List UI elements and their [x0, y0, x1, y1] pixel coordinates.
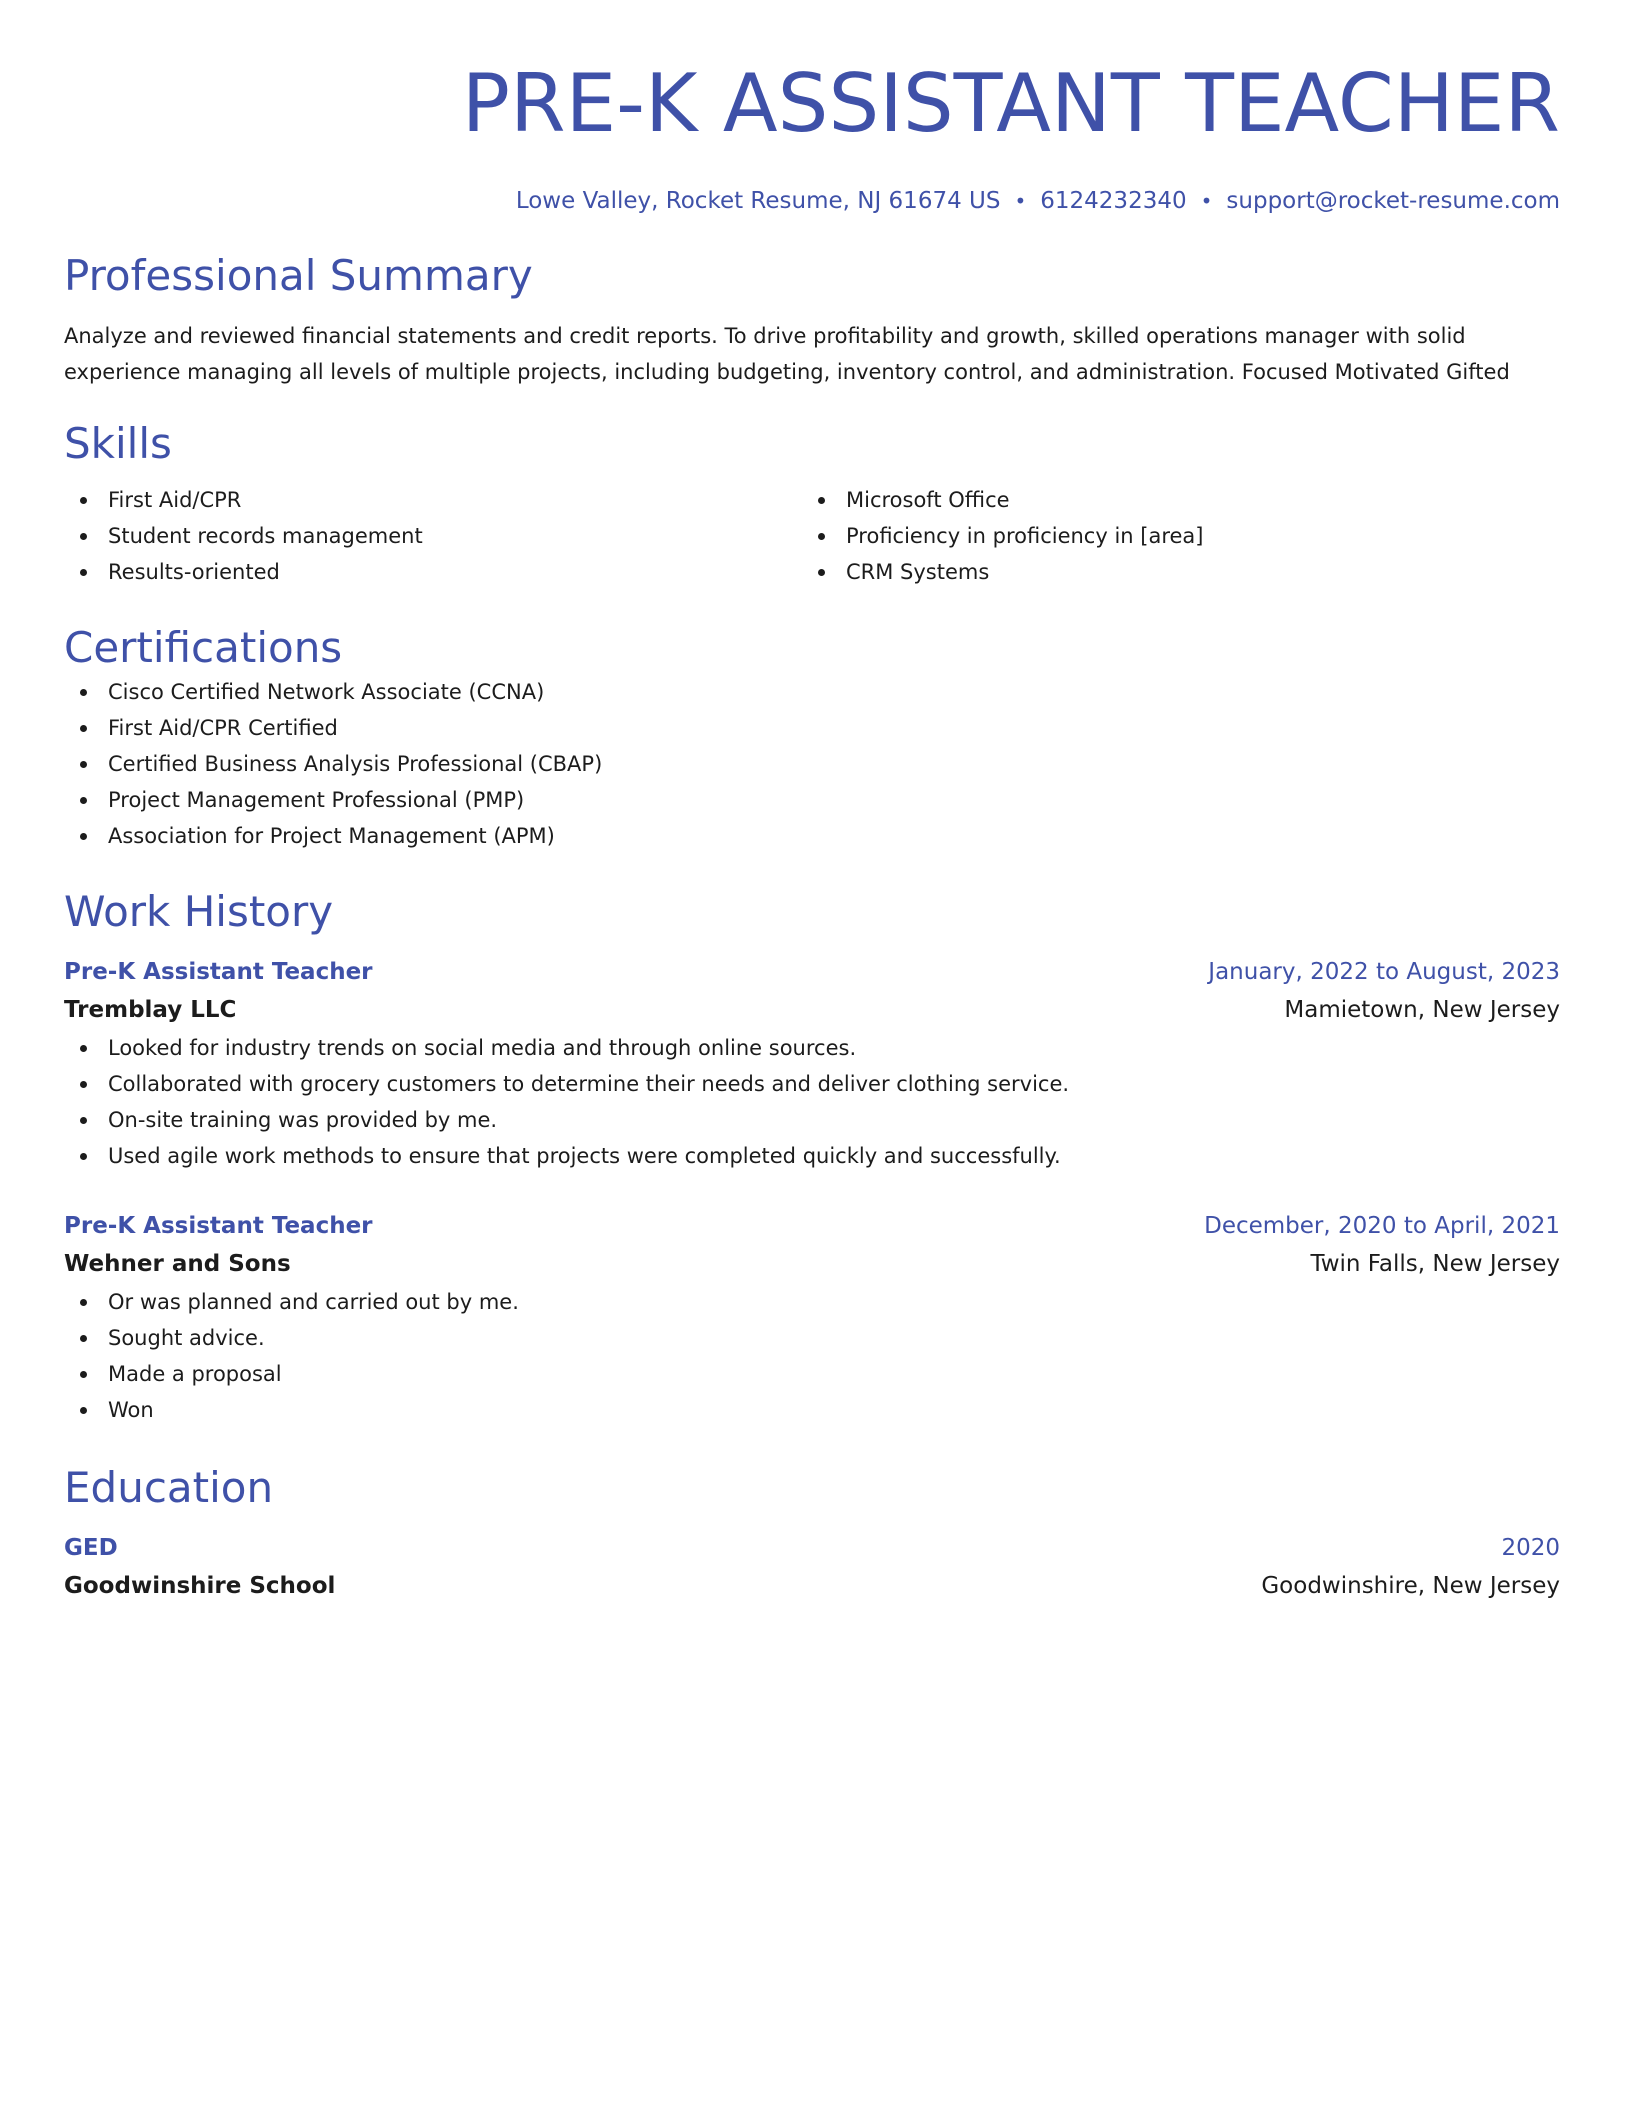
certification-item: Project Management Professional (PMP)	[64, 782, 1560, 818]
job-bullets	[64, 1030, 1560, 1174]
job-company: Wehner and Sons	[64, 1251, 291, 1277]
skills-heading: Skills	[64, 419, 172, 468]
job-bullet: On-site training was provided by me.	[64, 1102, 1560, 1138]
education-degree: GED	[64, 1535, 118, 1561]
skill-item: Results-oriented	[64, 554, 802, 590]
contact-separator: •	[1014, 189, 1027, 213]
job-dates: December, 2020 to April, 2021	[1204, 1213, 1560, 1239]
education-year: 2020	[1501, 1535, 1560, 1561]
job-dates: January, 2022 to August, 2023	[1208, 959, 1560, 985]
job-company-row	[64, 990, 1560, 1030]
job-bullet: Looked for industry trends on social media and through online sources.	[64, 1030, 1560, 1066]
job-bullet: Collaborated with grocery customers to determine their needs and deliver clothing service.	[64, 1066, 1560, 1102]
education-degree-row	[64, 1530, 1560, 1566]
job-bullet: Sought advice.	[64, 1320, 1560, 1356]
job-title-row	[64, 1208, 1560, 1244]
skills-list-left	[64, 482, 802, 590]
job-title: Pre-K Assistant Teacher	[64, 1213, 373, 1239]
job-bullet: Used agile work methods to ensure that projects were completed quickly and successfully.	[64, 1138, 1560, 1174]
job-company-row	[64, 1244, 1560, 1284]
certification-item: Cisco Certified Network Associate (CCNA)	[64, 674, 1560, 710]
skill-item: CRM Systems	[802, 554, 1540, 590]
job-bullet: Won	[64, 1392, 1560, 1428]
job-entry	[64, 1208, 1560, 1428]
education-school: Goodwinshire School	[64, 1573, 336, 1599]
summary-text: Analyze and reviewed financial statements and credit reports. To drive profitability and growth, skilled operations manager with solid experience managing all levels of multiple projects, including budgeting, inventory control, and administration. Focused Motivated Gifted	[64, 324, 1510, 384]
job-bullet: Or was planned and carried out by me.	[64, 1284, 1560, 1320]
certification-item: Certified Business Analysis Professional (CBAP)	[64, 746, 1560, 782]
skill-item: First Aid/CPR	[64, 482, 802, 518]
skills-grid	[64, 482, 1560, 590]
skills-column-left	[64, 482, 802, 590]
contact-email[interactable]: support@rocket-resume.com	[1226, 188, 1560, 214]
job-entry	[64, 954, 1560, 1174]
job-location: Mamietown, New Jersey	[1284, 997, 1560, 1023]
skills-column-right	[802, 482, 1540, 590]
skills-list-right	[802, 482, 1540, 590]
certification-item: Association for Project Management (APM)	[64, 818, 1560, 854]
job-location: Twin Falls, New Jersey	[1310, 1251, 1560, 1277]
job-title-row	[64, 954, 1560, 990]
contact-address: Lowe Valley, Rocket Resume, NJ 61674 US	[515, 188, 1001, 214]
skill-item: Microsoft Office	[802, 482, 1540, 518]
resume-header	[64, 56, 1560, 216]
candidate-name: PRE-K ASSISTANT TEACHER	[461, 57, 1560, 150]
skill-item: Student records management	[64, 518, 802, 554]
job-bullet: Made a proposal	[64, 1356, 1560, 1392]
skill-item: Proficiency in proficiency in [area]	[802, 518, 1540, 554]
summary-heading: Professional Summary	[64, 251, 533, 300]
education-location: Goodwinshire, New Jersey	[1261, 1573, 1560, 1599]
job-bullets	[64, 1284, 1560, 1428]
work-history-heading: Work History	[64, 887, 334, 936]
certifications-heading: Certifications	[64, 623, 343, 672]
contact-phone: 6124232340	[1040, 188, 1187, 214]
education-heading: Education	[64, 1463, 274, 1512]
certification-item: First Aid/CPR Certified	[64, 710, 1560, 746]
contact-line	[64, 186, 1560, 216]
job-title: Pre-K Assistant Teacher	[64, 959, 373, 985]
certifications-list	[64, 674, 1560, 854]
contact-separator: •	[1200, 189, 1213, 213]
resume-page	[64, 0, 1560, 1606]
job-company: Tremblay LLC	[64, 997, 237, 1023]
education-entry	[64, 1530, 1560, 1606]
education-school-row	[64, 1566, 1560, 1606]
